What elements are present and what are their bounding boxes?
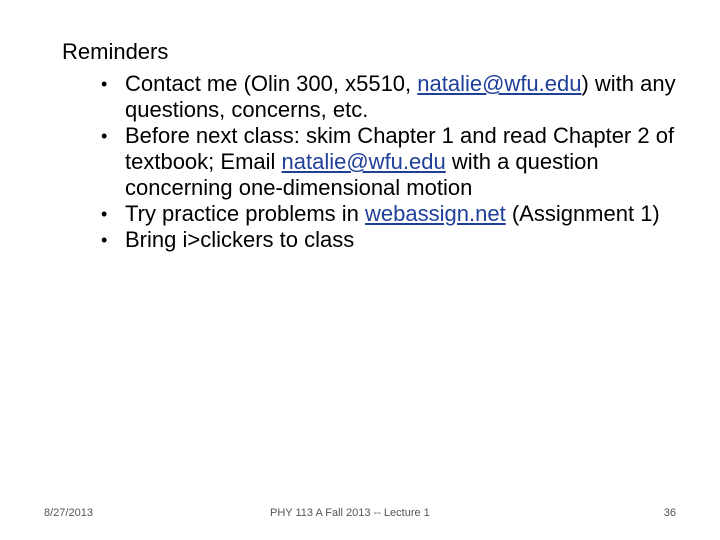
list-item	[97, 227, 697, 253]
list-item	[97, 123, 697, 201]
reminder-list	[97, 71, 697, 253]
bullet-text: Contact me (Olin 300, x5510,	[125, 71, 418, 96]
list-item	[97, 201, 697, 227]
bullet-text: Bring i>clickers to class	[125, 227, 355, 252]
webassign-link[interactable]: webassign.net	[365, 201, 506, 226]
bullet-text: with a question concerning one-dimensional motion	[125, 149, 599, 200]
footer-course: PHY 113 A Fall 2013 -- Lecture 1	[270, 507, 430, 519]
bullet-icon: •	[101, 126, 108, 146]
bullet-text: ) with any questions, concerns, etc.	[125, 71, 676, 122]
bullet-text: Try practice problems in	[125, 201, 366, 226]
slide-title: Reminders	[62, 39, 169, 64]
footer-date: 8/27/2013	[44, 507, 93, 519]
bullet-text: Before next class: skim Chapter 1 and read Chapter 2 of textbook; Email	[125, 123, 675, 174]
bullet-icon: •	[101, 230, 108, 250]
email-link[interactable]: natalie@wfu.edu	[417, 71, 582, 96]
bullet-icon: •	[101, 204, 108, 224]
bullet-icon: •	[101, 74, 108, 94]
list-item	[97, 71, 697, 123]
footer-page-number: 36	[663, 507, 676, 519]
email-link[interactable]: natalie@wfu.edu	[281, 149, 446, 174]
bullet-text: (Assignment 1)	[505, 201, 660, 226]
